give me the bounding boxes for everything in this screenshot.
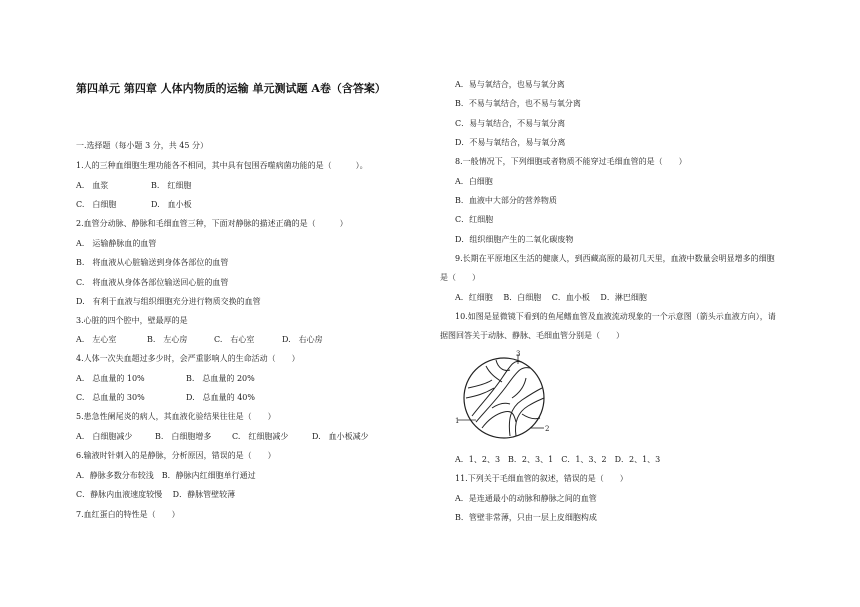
q4-option-d: D. 总血量的 40%	[186, 393, 255, 402]
question-7: 7.血红蛋白的特性是（ ）	[76, 510, 180, 519]
question-10-line2: 据图回答关于动脉、静脉、毛细血管分别是（ ）	[440, 331, 624, 340]
q2-option-b: B. 将血液从心脏输送到身体各部位的血管	[76, 258, 229, 267]
q9-options: A．红细胞 B．白细胞 C．血小板 D．淋巴细胞	[455, 293, 647, 302]
question-10-line1: 10.如图是显微镜下看到的鱼尾鳍血管及血液流动现象的一个示意图（箭头示血液方向），请	[455, 312, 776, 321]
q8-option-c: C．红细胞	[455, 215, 494, 224]
page-title: 第四单元 第四章 人体内物质的运输 单元测试题 A卷（含答案）	[76, 82, 386, 95]
q1-option-b: B. 红细胞	[151, 181, 192, 190]
q10-options: A．1、2、3 B．2、3、1 C．1、3、2 D．2、1、3	[455, 455, 661, 464]
q4-option-b: B. 总血量的 20%	[186, 374, 255, 383]
q11-option-a: A．是连通最小的动脉和静脉之间的血管	[455, 494, 597, 503]
question-5: 5.患急性阑尾炎的病人，其血液化验结果往往是（ ）	[76, 412, 276, 421]
question-9-line2: 是（ ）	[440, 273, 480, 282]
q7-option-c: C．易与氧结合，不易与氧分离	[455, 119, 566, 128]
question-11: 11.下列关于毛细血管的叙述，错误的是（ ）	[455, 474, 628, 483]
q4-option-c: C. 总血量的 30%	[76, 393, 145, 402]
question-3: 3.心脏的四个腔中，壁最厚的是	[76, 316, 188, 325]
section-heading: 一.选择题（每小题 3 分，共 45 分）	[76, 141, 208, 150]
question-6: 6.输液时针刺入的是静脉，分析原因，错误的是（ ）	[76, 451, 276, 460]
fish-tail-vessel-figure	[452, 348, 552, 444]
q4-option-a: A. 总血量的 10%	[76, 374, 145, 383]
q3-option-a: A. 左心室	[76, 335, 117, 344]
q6-options-ab: A．静脉多数分布较浅 B．静脉内红细胞单行通过	[76, 471, 256, 480]
q8-option-b: B．血液中大部分的营养物质	[455, 196, 557, 205]
q2-option-a: A. 运输静脉血的血管	[76, 239, 157, 248]
q2-option-d: D. 有利于血液与组织细胞充分进行物质交换的血管	[76, 297, 261, 306]
q8-option-d: D．组织细胞产生的二氧化碳废物	[455, 235, 574, 244]
q3-option-c: C. 右心室	[214, 335, 255, 344]
q5-option-c: C. 红细胞减少	[232, 432, 289, 441]
figure-label-2: 2	[545, 425, 550, 433]
q1-option-a: A. 血浆	[76, 181, 109, 190]
q11-option-b: B．管壁非常薄，只由一层上皮细胞构成	[455, 513, 597, 522]
question-1: 1.人的三种血细胞生理功能各不相同，其中具有包围吞噬病菌功能的是（ ）。	[76, 161, 368, 170]
figure-label-3: 3	[516, 350, 521, 358]
q8-option-a: A．白细胞	[455, 177, 493, 186]
q7-option-b: B．不易与氧结合，也不易与氧分离	[455, 99, 581, 108]
q5-option-b: B. 白细胞增多	[155, 432, 212, 441]
q7-option-d: D．不易与氧结合，易与氧分离	[455, 138, 566, 147]
question-4: 4.人体一次失血超过多少时，会严重影响人的生命活动（ ）	[76, 354, 300, 363]
figure-label-1: 1	[455, 417, 460, 425]
q7-option-a: A．易与氧结合，也易与氧分离	[455, 80, 565, 89]
q2-option-c: C. 将血液从身体各部位输送回心脏的血管	[76, 278, 229, 287]
q5-option-d: D. 血小板减少	[312, 432, 369, 441]
question-2: 2.血管分动脉、静脉和毛细血管三种，下面对静脉的描述正确的是（ ）	[76, 219, 348, 228]
q6-options-cd: C．静脉内血液速度较慢 D．静脉管壁较薄	[76, 490, 236, 499]
q5-option-a: A. 白细胞减少	[76, 432, 133, 441]
q1-option-d: D. 血小板	[151, 200, 192, 209]
question-8: 8.一般情况下，下列细胞或者物质不能穿过毛细血管的是（ ）	[455, 157, 687, 166]
question-9-line1: 9.长期在平原地区生活的健康人，到西藏高原的最初几天里，血液中数量会明显增多的细胞	[455, 254, 775, 263]
q1-option-c: C. 白细胞	[76, 200, 117, 209]
q3-option-b: B. 左心房	[147, 335, 188, 344]
q3-option-d: D. 右心房	[282, 335, 323, 344]
